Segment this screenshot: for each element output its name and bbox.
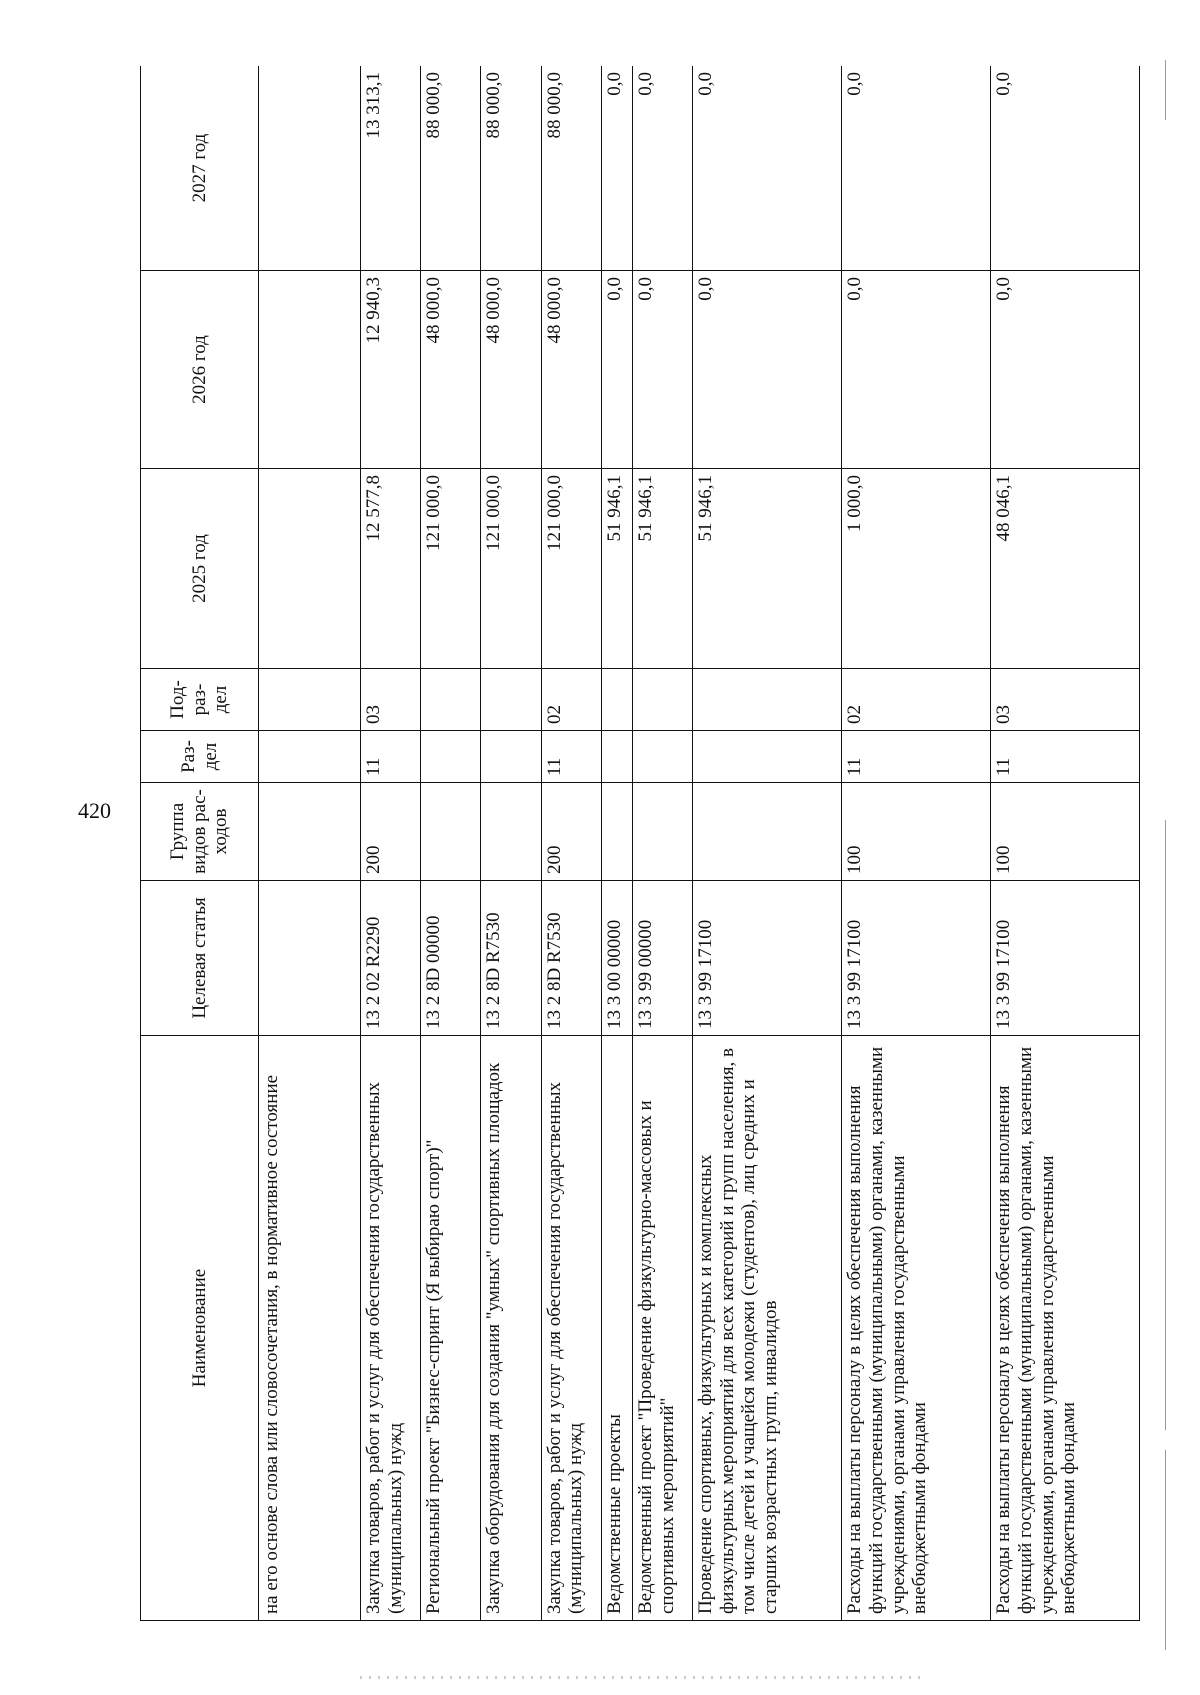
page-number: 420	[78, 798, 111, 823]
header-name: Наименование	[141, 1036, 259, 1621]
cell-subsection: 02	[541, 669, 601, 731]
cell-2027: 0,0	[990, 66, 1139, 271]
header-expense-group: Группа видов рас-ходов	[141, 783, 259, 881]
cell-subsection	[259, 669, 361, 731]
cell-subsection	[481, 669, 541, 731]
cell-2025: 121 000,0	[481, 469, 541, 669]
header-2026: 2026 год	[141, 271, 259, 469]
cell-2025: 121 000,0	[421, 469, 481, 669]
header-2027: 2027 год	[141, 66, 259, 271]
cell-2026: 12 940,3	[361, 271, 421, 469]
cell-target-article: 13 3 99 17100	[841, 881, 990, 1036]
cell-target-article	[259, 881, 361, 1036]
cell-2026: 0,0	[601, 271, 632, 469]
cell-2026: 0,0	[841, 271, 990, 469]
cell-subsection	[692, 669, 841, 731]
header-section: Раз-дел	[141, 731, 259, 783]
cell-name: на его основе слова или словосочетания, в нормативное состояние	[259, 1036, 361, 1621]
cell-2027: 0,0	[841, 66, 990, 271]
cell-section: 11	[361, 731, 421, 783]
cell-section: 11	[541, 731, 601, 783]
cell-2026: 0,0	[632, 271, 692, 469]
cell-subsection: 02	[841, 669, 990, 731]
table-row	[259, 66, 361, 1621]
cell-2025: 51 946,1	[632, 469, 692, 669]
cell-expense-group	[692, 783, 841, 881]
table-row	[601, 66, 632, 1621]
scan-edge-line	[1165, 1450, 1166, 1650]
cell-2026	[259, 271, 361, 469]
cell-2025: 51 946,1	[601, 469, 632, 669]
cell-name: Расходы на выплаты персоналу в целях обеспечения выполнения функций государственными (муниципальными) органами, казенными учреждениями, органами управления государственными внебюджетными фондами	[841, 1036, 990, 1621]
table-row	[421, 66, 481, 1621]
cell-target-article: 13 2 8D R7530	[541, 881, 601, 1036]
cell-2027: 88 000,0	[541, 66, 601, 271]
cell-2027: 88 000,0	[421, 66, 481, 271]
cell-2027: 13 313,1	[361, 66, 421, 271]
table-header-row	[141, 66, 259, 1621]
cell-2025: 48 046,1	[990, 469, 1139, 669]
table-row	[990, 66, 1139, 1621]
cell-expense-group	[421, 783, 481, 881]
cell-section	[259, 731, 361, 783]
cell-subsection	[632, 669, 692, 731]
cell-subsection: 03	[361, 669, 421, 731]
table-row	[692, 66, 841, 1621]
cell-target-article: 13 2 8D R7530	[481, 881, 541, 1036]
cell-target-article: 13 3 99 17100	[692, 881, 841, 1036]
table-row	[541, 66, 601, 1621]
cell-section	[692, 731, 841, 783]
cell-2026: 0,0	[692, 271, 841, 469]
cell-expense-group	[632, 783, 692, 881]
cell-target-article: 13 2 02 R2290	[361, 881, 421, 1036]
cell-target-article: 13 3 00 00000	[601, 881, 632, 1036]
cell-2025: 1 000,0	[841, 469, 990, 669]
cell-2026: 48 000,0	[541, 271, 601, 469]
cell-expense-group: 200	[361, 783, 421, 881]
budget-table	[140, 66, 1140, 1621]
cell-expense-group: 200	[541, 783, 601, 881]
header-target-article: Целевая статья	[141, 881, 259, 1036]
cell-section	[601, 731, 632, 783]
cell-2026: 48 000,0	[421, 271, 481, 469]
rotated-page-content	[140, 66, 1140, 1621]
cell-section	[632, 731, 692, 783]
cell-2027: 88 000,0	[481, 66, 541, 271]
cell-target-article: 13 3 99 17100	[990, 881, 1139, 1036]
cell-2027: 0,0	[692, 66, 841, 271]
cell-name: Закупка товаров, работ и услуг для обеспечения государственных (муниципальных) нужд	[541, 1036, 601, 1621]
cell-expense-group	[601, 783, 632, 881]
cell-expense-group: 100	[990, 783, 1139, 881]
cell-2025	[259, 469, 361, 669]
cell-name: Расходы на выплаты персоналу в целях обеспечения выполнения функций государственными (муниципальными) органами, казенными учреждениями, органами управления государственными внебюджетными фондами	[990, 1036, 1139, 1621]
cell-target-article: 13 3 99 00000	[632, 881, 692, 1036]
cell-2027	[259, 66, 361, 271]
cell-2027: 0,0	[632, 66, 692, 271]
table-row	[481, 66, 541, 1621]
table-row	[841, 66, 990, 1621]
cell-2027: 0,0	[601, 66, 632, 271]
cell-2026: 48 000,0	[481, 271, 541, 469]
cell-subsection	[421, 669, 481, 731]
cell-name: Закупка товаров, работ и услуг для обеспечения государственных (муниципальных) нужд	[361, 1036, 421, 1621]
cell-name: Закупка оборудования для создания "умных" спортивных площадок	[481, 1036, 541, 1621]
cell-section: 11	[990, 731, 1139, 783]
cell-expense-group	[481, 783, 541, 881]
cell-subsection	[601, 669, 632, 731]
cell-section: 11	[841, 731, 990, 783]
scan-edge-line	[1165, 820, 1166, 1430]
cell-name: Региональный проект "Бизнес-спринт (Я выбираю спорт)"	[421, 1036, 481, 1621]
cell-2025: 51 946,1	[692, 469, 841, 669]
table-row	[361, 66, 421, 1621]
cell-name: Проведение спортивных, физкультурных и комплексных физкультурных мероприятий для всех категорий и групп населения, в том числе детей и учащейся молодежи (студентов), лиц средних и старших возрастных групп, инвалидов	[692, 1036, 841, 1621]
cell-name: Ведомственный проект "Проведение физкультурно-массовых и спортивных мероприятий"	[632, 1036, 692, 1621]
cell-name: Ведомственные проекты	[601, 1036, 632, 1621]
cell-2026: 0,0	[990, 271, 1139, 469]
cell-2025: 121 000,0	[541, 469, 601, 669]
cell-target-article: 13 2 8D 00000	[421, 881, 481, 1036]
scan-noise	[360, 1676, 920, 1679]
header-subsection: Под-раз-дел	[141, 669, 259, 731]
header-2025: 2025 год	[141, 469, 259, 669]
cell-section	[421, 731, 481, 783]
cell-expense-group: 100	[841, 783, 990, 881]
cell-2025: 12 577,8	[361, 469, 421, 669]
cell-expense-group	[259, 783, 361, 881]
budget-table-area	[140, 66, 1140, 1621]
table-row	[632, 66, 692, 1621]
scan-edge-line	[1165, 60, 1166, 120]
cell-section	[481, 731, 541, 783]
cell-subsection: 03	[990, 669, 1139, 731]
